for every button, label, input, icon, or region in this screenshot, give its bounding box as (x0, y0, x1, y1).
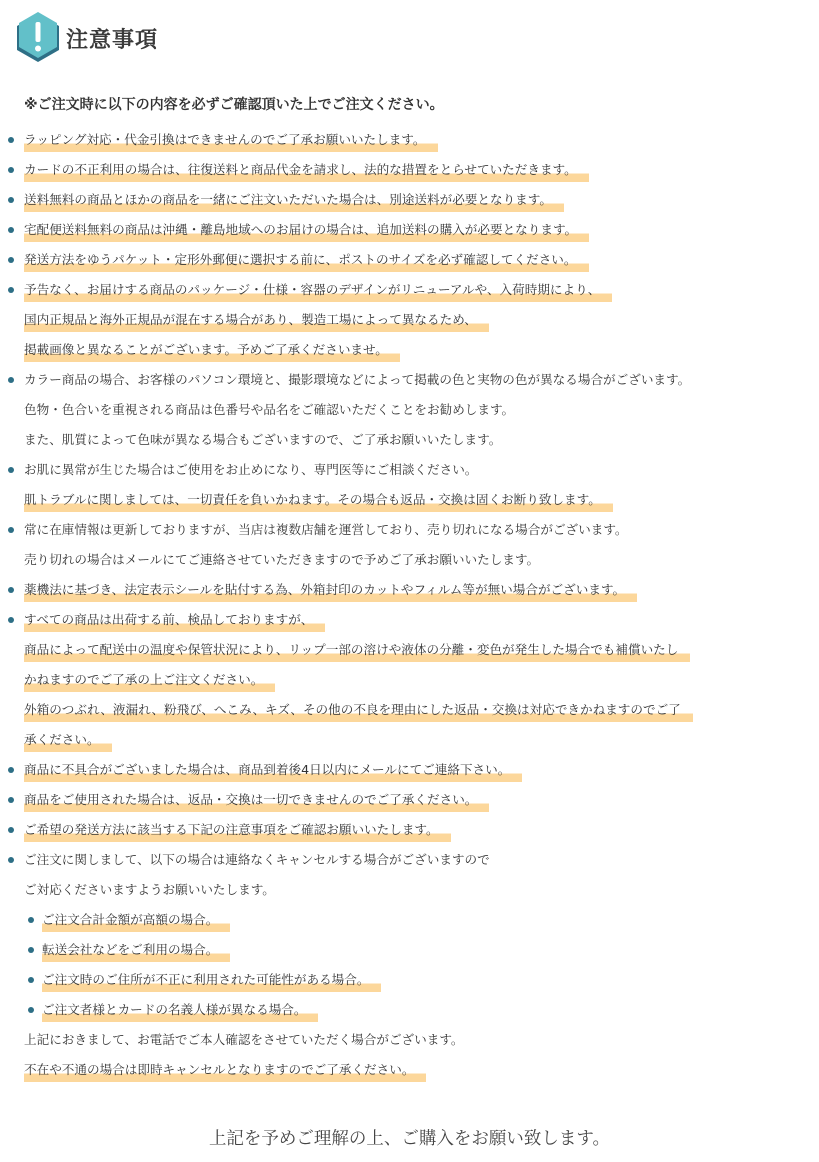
bullet-icon (28, 977, 34, 983)
list-item-text: ご注文合計金額が高額の場合。 (42, 905, 230, 935)
bullet-icon (28, 917, 34, 923)
list-item-text: 発送方法をゆうパケット・定形外郵便に選択する前に、ポストのサイズを必ず確認してください。 (24, 245, 589, 275)
list-item-text: 商品に不具合がございました場合は、商品到着後4日以内にメールにてご連絡下さい。 (24, 755, 522, 785)
sub-list-item (0, 995, 819, 1025)
list-item (0, 665, 819, 695)
list-item (0, 455, 819, 485)
list-item (0, 395, 819, 425)
list-item-text: 薬機法に基づき、法定表示シールを貼付する為、外箱封印のカットやフィルム等が無い場合がございます。 (24, 575, 637, 605)
bullet-icon (8, 227, 14, 233)
list-item-text: 宅配便送料無料の商品は沖縄・離島地域へのお届けの場合は、追加送料の購入が必要となります。 (24, 215, 589, 245)
list-item (0, 815, 819, 845)
list-item (0, 845, 819, 875)
bullet-icon (8, 167, 14, 173)
list-item-text: ラッピング対応・代金引換はできませんのでご了承お願いいたします。 (24, 125, 438, 155)
list-item (0, 185, 819, 215)
sub-list-item (0, 965, 819, 995)
list-item-text: ご注文者様とカードの名義人様が異なる場合。 (42, 995, 318, 1025)
list-item (0, 785, 819, 815)
page-header (14, 12, 158, 64)
list-item (0, 485, 819, 515)
list-item (0, 515, 819, 545)
list-item-text: カードの不正利用の場合は、往復送料と商品代金を請求し、法的な措置をとらせていただきます。 (24, 155, 589, 185)
bullet-icon (8, 827, 14, 833)
bullet-icon (28, 1007, 34, 1013)
list-item-text: 色物・色合いを重視される商品は色番号や品名をご確認いただくことをお勧めします。 (24, 402, 515, 417)
list-item-text: 予告なく、お届けする商品のパッケージ・仕様・容器のデザインがリニューアルや、入荷時期により、 (24, 275, 612, 305)
bullet-icon (8, 137, 14, 143)
notice-list (0, 125, 819, 1085)
page-title: 注意事項 (66, 27, 159, 53)
list-item-text: お肌に異常が生じた場合はご使用をお止めになり、専門医等にご相談ください。 (24, 462, 478, 477)
list-item-text: 不在や不通の場合は即時キャンセルとなりますのでご了承ください。 (24, 1055, 426, 1085)
list-item (0, 275, 819, 305)
list-item (0, 605, 819, 635)
list-item-text: カラー商品の場合、お客様のパソコン環境と、撮影環境などによって掲載の色と実物の色が異なる場合がございます。 (24, 372, 691, 387)
list-item (0, 575, 819, 605)
closing-message: 上記を予めご理解の上、ご購入をお願い致します。 (208, 1129, 611, 1149)
list-item (0, 365, 819, 395)
list-item (0, 1055, 819, 1085)
list-item (0, 635, 819, 665)
list-item-text: また、肌質によって色味が異なる場合もございますので、ご了承お願いいたします。 (24, 432, 502, 447)
bullet-icon (8, 527, 14, 533)
list-item-text: ご注文時のご住所が不正に利用された可能性がある場合。 (42, 965, 381, 995)
list-item (0, 725, 819, 755)
bullet-icon (8, 797, 14, 803)
list-item (0, 545, 819, 575)
list-item-text: 国内正規品と海外正規品が混在する場合があり、製造工場によって異なるため、 (24, 305, 489, 335)
list-item (0, 215, 819, 245)
list-item-text: 上記におきまして、お電話でご本人確認をさせていただく場合がございます。 (24, 1032, 464, 1047)
bullet-icon (8, 377, 14, 383)
bullet-icon (8, 197, 14, 203)
exclamation-hexagon-icon (14, 12, 62, 64)
list-item (0, 125, 819, 155)
intro-note: ※ご注文時に以下の内容を必ずご確認頂いた上でご注文ください。 (24, 97, 444, 113)
list-item (0, 755, 819, 785)
list-item (0, 695, 819, 725)
bullet-icon (8, 257, 14, 263)
bullet-icon (8, 617, 14, 623)
list-item (0, 425, 819, 455)
list-item (0, 875, 819, 905)
list-item-text: 常に在庫情報は更新しておりますが、当店は複数店舗を運営しており、売り切れになる場合がございます。 (24, 522, 628, 537)
list-item (0, 305, 819, 335)
list-item-text: 売り切れの場合はメールにてご連絡させていただきますので予めご了承お願いいたします。 (24, 552, 540, 567)
list-item-text: 外箱のつぶれ、液漏れ、粉飛び、へこみ、キズ、その他の不良を理由にした返品・交換は対応できかねますのでご了 (24, 695, 693, 725)
list-item-text: 商品をご使用された場合は、返品・交換は一切できませんのでご了承ください。 (24, 785, 489, 815)
sub-list-item (0, 935, 819, 965)
bullet-icon (8, 767, 14, 773)
list-item-text: ご注文に関しまして、以下の場合は連絡なくキャンセルする場合がございますので (24, 852, 490, 867)
list-item-text: 商品によって配送中の温度や保管状況により、リップ一部の溶けや液体の分離・変色が発生した場合でも補償いたし (24, 635, 690, 665)
list-item-text: 掲載画像と異なることがございます。予めご了承くださいませ。 (24, 335, 400, 365)
list-item-text: 転送会社などをご利用の場合。 (42, 935, 230, 965)
list-item-text: かねますのでご了承の上ご注文ください。 (24, 665, 275, 695)
list-item-text: 肌トラブルに関しましては、一切責任を負いかねます。その場合も返品・交換は固くお断り致します。 (24, 485, 613, 515)
list-item-text: すべての商品は出荷する前、検品しておりますが、 (24, 605, 325, 635)
sub-list-item (0, 905, 819, 935)
bullet-icon (8, 287, 14, 293)
list-item-text: 送料無料の商品とほかの商品を一緒にご注文いただいた場合は、別途送料が必要となります。 (24, 185, 564, 215)
list-item-text: ご対応くださいますようお願いいたします。 (24, 882, 275, 897)
list-item-text: 承ください。 (24, 725, 112, 755)
list-item (0, 335, 819, 365)
list-item (0, 155, 819, 185)
list-item (0, 1025, 819, 1055)
bullet-icon (28, 947, 34, 953)
list-item-text: ご希望の発送方法に該当する下記の注意事項をご確認お願いいたします。 (24, 815, 451, 845)
bullet-icon (8, 587, 14, 593)
list-item (0, 245, 819, 275)
bullet-icon (8, 857, 14, 863)
bullet-icon (8, 467, 14, 473)
